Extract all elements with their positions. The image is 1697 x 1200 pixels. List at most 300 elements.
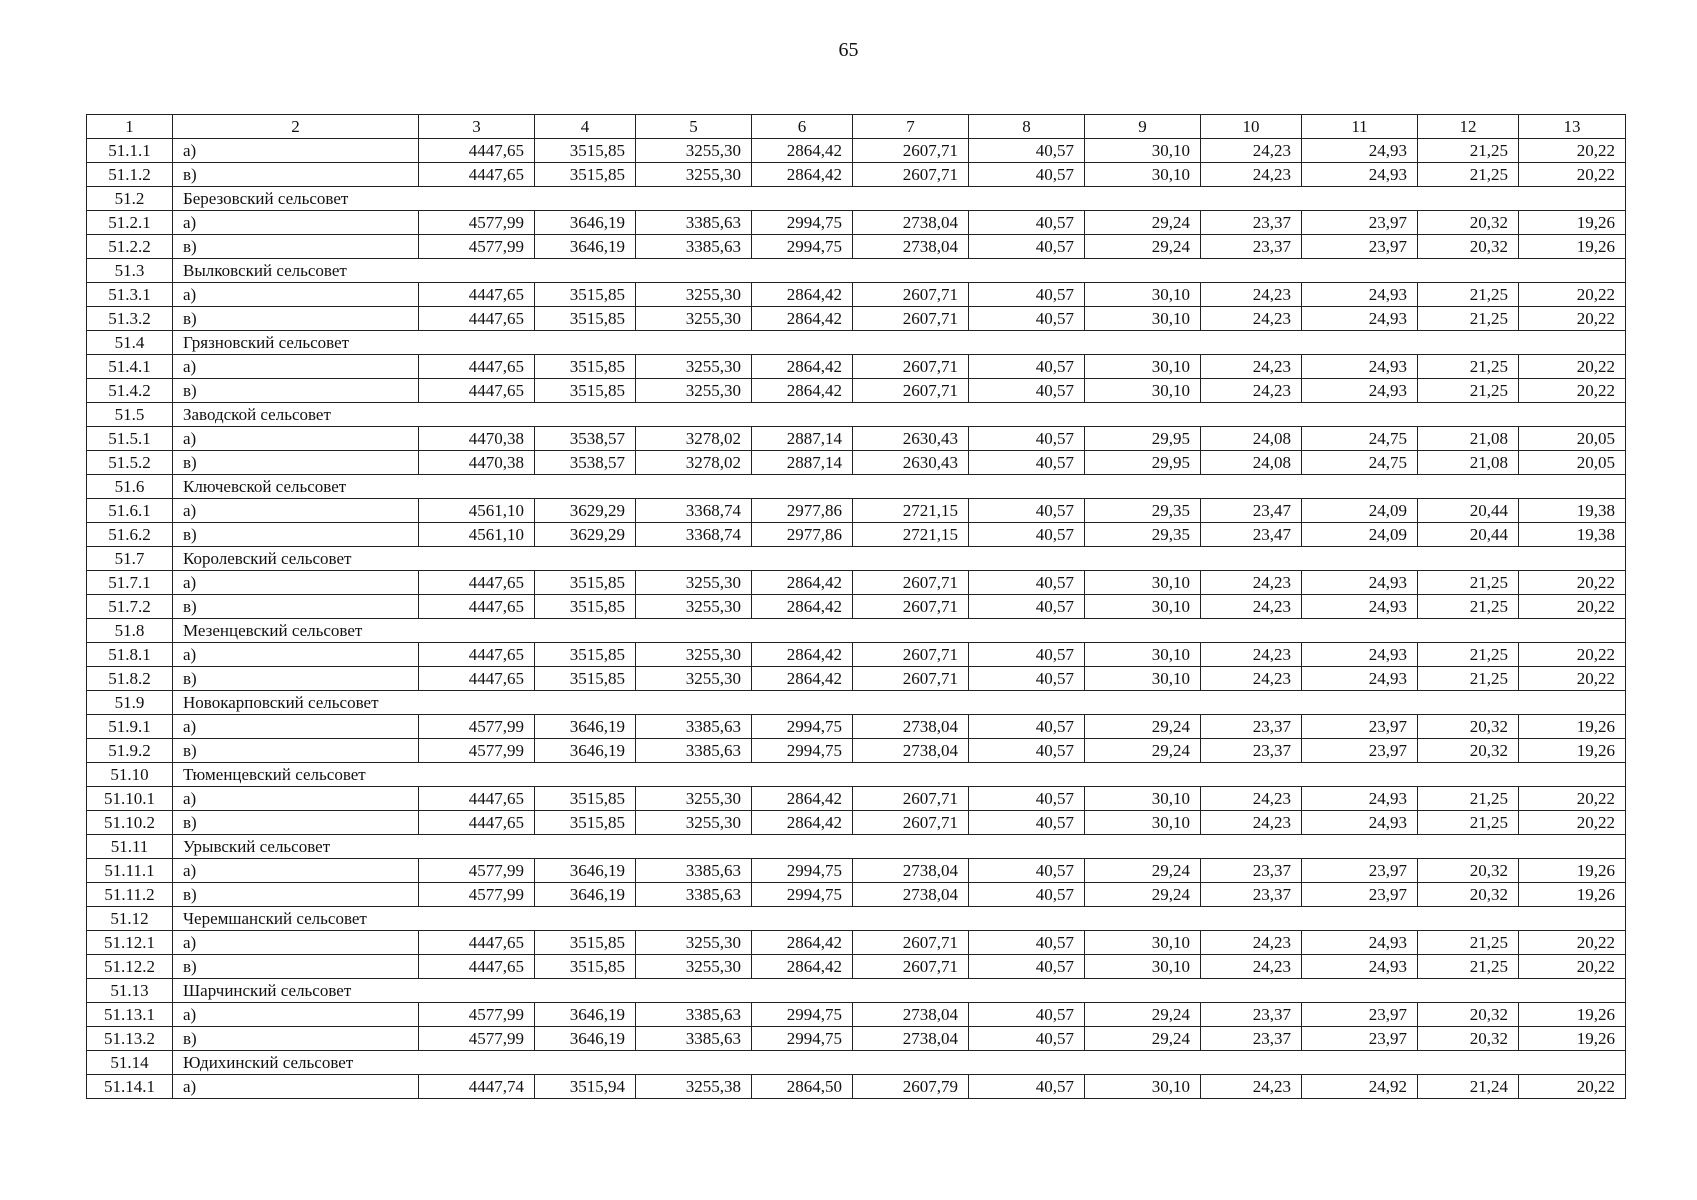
row-number: 51.7.2 [87,595,173,619]
value-cell: 2738,04 [853,235,969,259]
value-cell: 2607,71 [853,595,969,619]
value-cell: 24,93 [1302,811,1418,835]
value-cell: 23,97 [1302,211,1418,235]
value-cell: 3278,02 [636,427,752,451]
row-number: 51.2.2 [87,235,173,259]
value-cell: 4447,65 [419,595,535,619]
value-cell: 2864,42 [752,139,853,163]
value-cell: 3385,63 [636,739,752,763]
value-cell: 30,10 [1085,811,1201,835]
value-cell: 3385,63 [636,1003,752,1027]
row-number: 51.13 [87,979,173,1003]
value-cell: 30,10 [1085,955,1201,979]
value-cell: 3629,29 [535,523,636,547]
value-cell: 24,93 [1302,379,1418,403]
value-cell: 4561,10 [419,523,535,547]
table-row [87,643,1626,667]
value-cell: 20,22 [1519,1075,1626,1099]
row-number: 51.13.2 [87,1027,173,1051]
row-label: в) [173,1027,419,1051]
value-cell: 20,22 [1519,595,1626,619]
value-cell: 2864,42 [752,931,853,955]
value-cell: 4447,65 [419,379,535,403]
value-cell: 2864,42 [752,571,853,595]
row-label: а) [173,211,419,235]
value-cell: 40,57 [969,811,1085,835]
value-cell: 3255,30 [636,931,752,955]
value-cell: 2977,86 [752,499,853,523]
value-cell: 23,97 [1302,859,1418,883]
value-cell: 30,10 [1085,643,1201,667]
value-cell: 20,22 [1519,571,1626,595]
column-header: 13 [1519,115,1626,139]
row-number: 51.14.1 [87,1075,173,1099]
value-cell: 20,22 [1519,355,1626,379]
value-cell: 3368,74 [636,499,752,523]
value-cell: 19,26 [1519,715,1626,739]
value-cell: 3515,85 [535,931,636,955]
value-cell: 20,32 [1418,1027,1519,1051]
column-header: 6 [752,115,853,139]
column-header: 9 [1085,115,1201,139]
table-row [87,571,1626,595]
row-number: 51.4.2 [87,379,173,403]
row-label: а) [173,427,419,451]
value-cell: 2864,50 [752,1075,853,1099]
value-cell: 30,10 [1085,139,1201,163]
table-row [87,811,1626,835]
value-cell: 24,93 [1302,307,1418,331]
value-cell: 3515,85 [535,571,636,595]
value-cell: 19,38 [1519,523,1626,547]
row-number: 51.1.2 [87,163,173,187]
row-number: 51.11.1 [87,859,173,883]
value-cell: 3255,30 [636,643,752,667]
value-cell: 40,57 [969,211,1085,235]
value-cell: 3255,30 [636,307,752,331]
value-cell: 30,10 [1085,283,1201,307]
value-cell: 20,05 [1519,427,1626,451]
row-label: в) [173,739,419,763]
value-cell: 29,24 [1085,211,1201,235]
table-body [87,139,1626,1099]
value-cell: 21,25 [1418,643,1519,667]
value-cell: 24,23 [1201,1075,1302,1099]
value-cell: 24,23 [1201,787,1302,811]
value-cell: 2607,71 [853,955,969,979]
table-row [87,211,1626,235]
value-cell: 30,10 [1085,355,1201,379]
value-cell: 3255,30 [636,667,752,691]
value-cell: 2607,71 [853,139,969,163]
value-cell: 4577,99 [419,235,535,259]
row-label: в) [173,883,419,907]
row-label: в) [173,595,419,619]
value-cell: 2864,42 [752,595,853,619]
value-cell: 4577,99 [419,859,535,883]
row-number: 51.3.1 [87,283,173,307]
row-number: 51.5.2 [87,451,173,475]
value-cell: 4447,65 [419,139,535,163]
value-cell: 40,57 [969,379,1085,403]
section-row [87,979,1626,1003]
value-cell: 29,35 [1085,499,1201,523]
table-row [87,859,1626,883]
table-row [87,499,1626,523]
row-number: 51.13.1 [87,1003,173,1027]
value-cell: 4577,99 [419,883,535,907]
value-cell: 3646,19 [535,211,636,235]
value-cell: 40,57 [969,1075,1085,1099]
table-row [87,355,1626,379]
row-number: 51.2 [87,187,173,211]
row-number: 51.8.1 [87,643,173,667]
value-cell: 21,25 [1418,955,1519,979]
value-cell: 3538,57 [535,427,636,451]
table-row [87,451,1626,475]
value-cell: 2994,75 [752,883,853,907]
value-cell: 19,26 [1519,1003,1626,1027]
value-cell: 4447,65 [419,643,535,667]
section-row [87,259,1626,283]
section-row [87,331,1626,355]
value-cell: 4577,99 [419,1003,535,1027]
value-cell: 4447,65 [419,307,535,331]
section-title: Тюменцевский сельсовет [173,763,1626,787]
value-cell: 21,25 [1418,163,1519,187]
value-cell: 23,37 [1201,715,1302,739]
value-cell: 21,25 [1418,571,1519,595]
row-number: 51.9.1 [87,715,173,739]
column-header: 1 [87,115,173,139]
value-cell: 40,57 [969,859,1085,883]
section-row [87,187,1626,211]
value-cell: 2738,04 [853,211,969,235]
value-cell: 29,95 [1085,451,1201,475]
row-label: а) [173,859,419,883]
value-cell: 24,93 [1302,163,1418,187]
value-cell: 40,57 [969,235,1085,259]
value-cell: 3255,30 [636,283,752,307]
value-cell: 24,92 [1302,1075,1418,1099]
value-cell: 21,25 [1418,811,1519,835]
row-label: а) [173,283,419,307]
value-cell: 3515,85 [535,811,636,835]
value-cell: 21,25 [1418,595,1519,619]
table-row [87,595,1626,619]
section-row [87,619,1626,643]
value-cell: 20,44 [1418,499,1519,523]
row-label: а) [173,571,419,595]
value-cell: 2738,04 [853,739,969,763]
value-cell: 23,97 [1302,715,1418,739]
value-cell: 3255,30 [636,787,752,811]
value-cell: 3515,85 [535,787,636,811]
row-number: 51.6 [87,475,173,499]
value-cell: 2630,43 [853,427,969,451]
value-cell: 24,23 [1201,643,1302,667]
value-cell: 2607,71 [853,667,969,691]
section-title: Березовский сельсовет [173,187,1626,211]
value-cell: 40,57 [969,739,1085,763]
value-cell: 20,32 [1418,1003,1519,1027]
value-cell: 40,57 [969,451,1085,475]
value-cell: 24,23 [1201,355,1302,379]
row-label: а) [173,355,419,379]
value-cell: 3515,94 [535,1075,636,1099]
value-cell: 2864,42 [752,643,853,667]
value-cell: 2607,71 [853,163,969,187]
table-row [87,883,1626,907]
row-number: 51.1.1 [87,139,173,163]
value-cell: 4447,65 [419,571,535,595]
row-label: в) [173,667,419,691]
value-cell: 2607,71 [853,931,969,955]
value-cell: 24,23 [1201,595,1302,619]
value-cell: 3255,30 [636,955,752,979]
column-header: 4 [535,115,636,139]
value-cell: 24,93 [1302,955,1418,979]
section-title: Шарчинский сельсовет [173,979,1626,1003]
row-number: 51.2.1 [87,211,173,235]
section-title: Вылковский сельсовет [173,259,1626,283]
row-number: 51.10.1 [87,787,173,811]
value-cell: 2887,14 [752,451,853,475]
value-cell: 24,93 [1302,931,1418,955]
value-cell: 20,32 [1418,211,1519,235]
value-cell: 3629,29 [535,499,636,523]
row-number: 51.4 [87,331,173,355]
value-cell: 29,24 [1085,1027,1201,1051]
value-cell: 3515,85 [535,355,636,379]
value-cell: 40,57 [969,523,1085,547]
value-cell: 24,23 [1201,811,1302,835]
value-cell: 24,23 [1201,571,1302,595]
value-cell: 40,57 [969,643,1085,667]
value-cell: 3515,85 [535,667,636,691]
value-cell: 4447,65 [419,667,535,691]
value-cell: 29,35 [1085,523,1201,547]
value-cell: 3646,19 [535,235,636,259]
value-cell: 21,25 [1418,379,1519,403]
value-cell: 2994,75 [752,715,853,739]
value-cell: 20,32 [1418,715,1519,739]
value-cell: 2864,42 [752,787,853,811]
row-number: 51.14 [87,1051,173,1075]
value-cell: 40,57 [969,595,1085,619]
value-cell: 2721,15 [853,523,969,547]
row-number: 51.9 [87,691,173,715]
value-cell: 30,10 [1085,379,1201,403]
value-cell: 40,57 [969,955,1085,979]
value-cell: 2864,42 [752,283,853,307]
value-cell: 40,57 [969,715,1085,739]
value-cell: 2887,14 [752,427,853,451]
value-cell: 24,93 [1302,571,1418,595]
value-cell: 2864,42 [752,355,853,379]
value-cell: 2864,42 [752,811,853,835]
section-title: Черемшанский сельсовет [173,907,1626,931]
section-title: Грязновский сельсовет [173,331,1626,355]
value-cell: 2607,71 [853,307,969,331]
value-cell: 20,05 [1519,451,1626,475]
value-cell: 2738,04 [853,859,969,883]
row-number: 51.8.2 [87,667,173,691]
value-cell: 4447,65 [419,787,535,811]
value-cell: 4577,99 [419,715,535,739]
table-row [87,931,1626,955]
row-number: 51.12.1 [87,931,173,955]
section-row [87,763,1626,787]
value-cell: 24,93 [1302,595,1418,619]
value-cell: 30,10 [1085,163,1201,187]
value-cell: 23,97 [1302,1003,1418,1027]
table-row [87,379,1626,403]
row-number: 51.12.2 [87,955,173,979]
value-cell: 3646,19 [535,883,636,907]
value-cell: 19,26 [1519,211,1626,235]
value-cell: 21,25 [1418,139,1519,163]
value-cell: 40,57 [969,283,1085,307]
row-number: 51.11.2 [87,883,173,907]
value-cell: 40,57 [969,307,1085,331]
value-cell: 30,10 [1085,931,1201,955]
value-cell: 24,93 [1302,667,1418,691]
page-number: 65 [838,39,859,61]
value-cell: 3515,85 [535,643,636,667]
value-cell: 24,23 [1201,955,1302,979]
value-cell: 3255,30 [636,595,752,619]
value-cell: 24,23 [1201,163,1302,187]
value-cell: 2738,04 [853,1027,969,1051]
value-cell: 2607,71 [853,811,969,835]
value-cell: 3646,19 [535,1003,636,1027]
value-cell: 3368,74 [636,523,752,547]
value-cell: 23,97 [1302,1027,1418,1051]
value-cell: 40,57 [969,571,1085,595]
column-header: 11 [1302,115,1418,139]
value-cell: 4470,38 [419,451,535,475]
value-cell: 40,57 [969,1027,1085,1051]
value-cell: 24,23 [1201,283,1302,307]
value-cell: 3538,57 [535,451,636,475]
row-label: а) [173,715,419,739]
header-row [87,115,1626,139]
value-cell: 24,23 [1201,379,1302,403]
table-row [87,667,1626,691]
value-cell: 4447,74 [419,1075,535,1099]
value-cell: 24,23 [1201,139,1302,163]
value-cell: 40,57 [969,355,1085,379]
value-cell: 21,25 [1418,787,1519,811]
value-cell: 2738,04 [853,715,969,739]
row-label: а) [173,139,419,163]
value-cell: 23,37 [1201,1003,1302,1027]
value-cell: 4447,65 [419,355,535,379]
value-cell: 20,22 [1519,283,1626,307]
column-header: 7 [853,115,969,139]
value-cell: 20,22 [1519,787,1626,811]
value-cell: 21,25 [1418,307,1519,331]
value-cell: 30,10 [1085,571,1201,595]
value-cell: 21,08 [1418,451,1519,475]
value-cell: 2864,42 [752,163,853,187]
value-cell: 3255,30 [636,139,752,163]
row-number: 51.7.1 [87,571,173,595]
value-cell: 4447,65 [419,163,535,187]
section-title: Новокарповский сельсовет [173,691,1626,715]
value-cell: 2607,71 [853,787,969,811]
value-cell: 2977,86 [752,523,853,547]
row-number: 51.6.2 [87,523,173,547]
value-cell: 40,57 [969,139,1085,163]
value-cell: 30,10 [1085,595,1201,619]
value-cell: 19,26 [1519,1027,1626,1051]
value-cell: 29,24 [1085,883,1201,907]
value-cell: 21,25 [1418,283,1519,307]
value-cell: 2864,42 [752,955,853,979]
value-cell: 23,37 [1201,235,1302,259]
value-cell: 3385,63 [636,883,752,907]
value-cell: 3515,85 [535,379,636,403]
column-header: 12 [1418,115,1519,139]
section-row [87,547,1626,571]
value-cell: 2630,43 [853,451,969,475]
value-cell: 2994,75 [752,739,853,763]
value-cell: 19,26 [1519,883,1626,907]
value-cell: 24,23 [1201,931,1302,955]
value-cell: 23,97 [1302,883,1418,907]
value-cell: 21,25 [1418,931,1519,955]
value-cell: 3515,85 [535,283,636,307]
row-label: в) [173,811,419,835]
value-cell: 4447,65 [419,283,535,307]
section-row [87,1051,1626,1075]
section-title: Юдихинский сельсовет [173,1051,1626,1075]
value-cell: 2607,71 [853,283,969,307]
column-header: 10 [1201,115,1302,139]
section-title: Королевский сельсовет [173,547,1626,571]
value-cell: 24,93 [1302,643,1418,667]
row-label: а) [173,643,419,667]
value-cell: 19,26 [1519,859,1626,883]
row-label: а) [173,1003,419,1027]
value-cell: 3515,85 [535,955,636,979]
value-cell: 40,57 [969,499,1085,523]
table-row [87,235,1626,259]
row-label: в) [173,955,419,979]
value-cell: 24,09 [1302,499,1418,523]
value-cell: 2721,15 [853,499,969,523]
value-cell: 20,22 [1519,931,1626,955]
value-cell: 2607,79 [853,1075,969,1099]
row-label: а) [173,787,419,811]
row-number: 51.9.2 [87,739,173,763]
value-cell: 2607,71 [853,379,969,403]
row-number: 51.10 [87,763,173,787]
value-cell: 2994,75 [752,211,853,235]
row-label: в) [173,451,419,475]
value-cell: 3646,19 [535,1027,636,1051]
value-cell: 29,24 [1085,235,1201,259]
value-cell: 3255,30 [636,571,752,595]
value-cell: 3646,19 [535,715,636,739]
table-row [87,427,1626,451]
value-cell: 2738,04 [853,883,969,907]
value-cell: 23,37 [1201,883,1302,907]
value-cell: 3515,85 [535,595,636,619]
value-cell: 40,57 [969,667,1085,691]
